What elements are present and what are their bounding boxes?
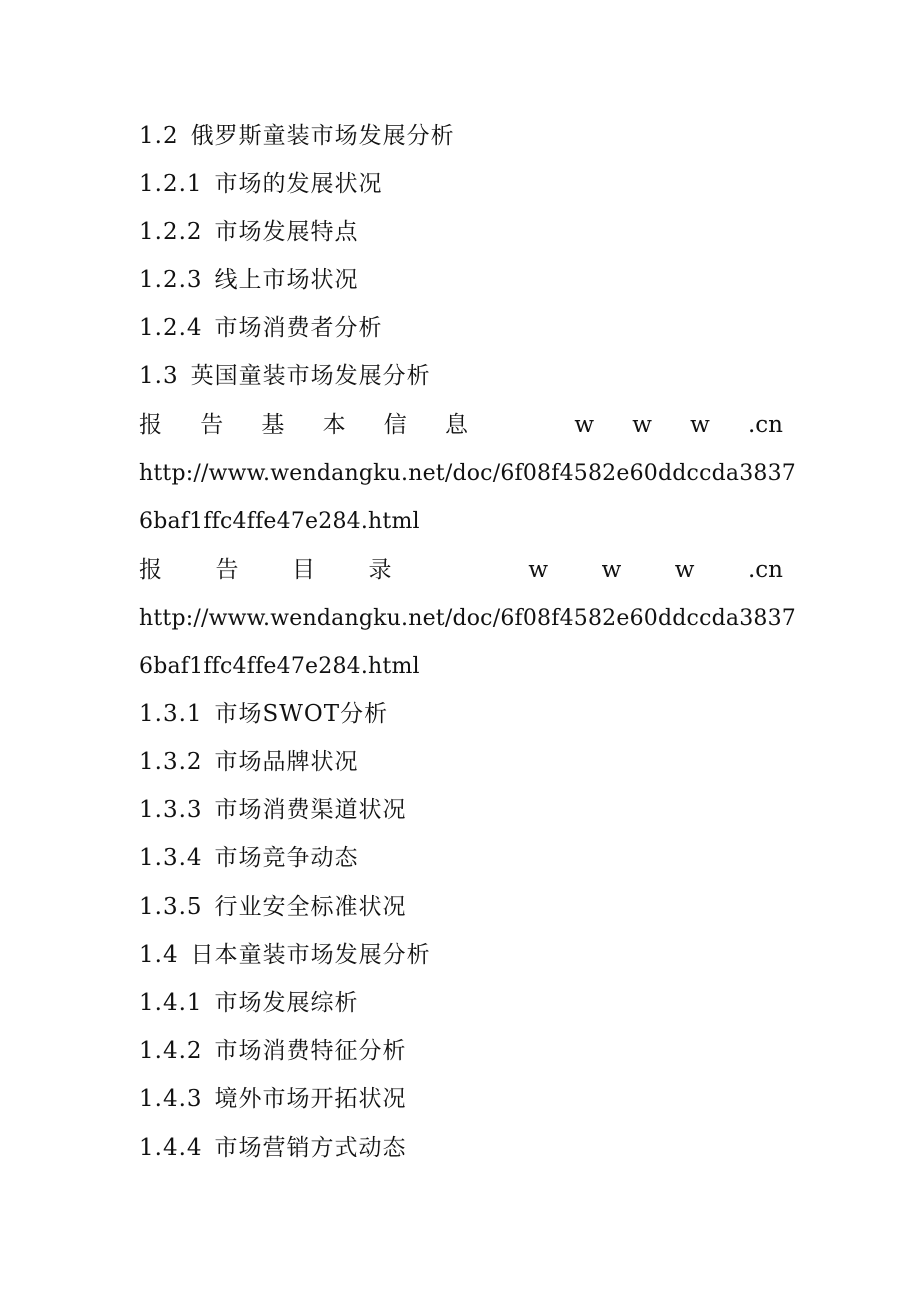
www-char: w xyxy=(674,557,695,583)
toc-item-title: 市场消费者分析 xyxy=(214,315,383,341)
report-info-char: 基 xyxy=(261,412,285,438)
toc-item-number: 1.4.4 xyxy=(139,1135,203,1161)
toc-item xyxy=(139,1036,407,1066)
toc-item xyxy=(139,313,383,343)
www-char: w xyxy=(690,412,710,438)
toc-item-title: 境外市场开拓状况 xyxy=(214,1086,407,1112)
report-info-url-line-2[interactable]: 6baf1ffc4ffe47e284.html xyxy=(139,509,420,534)
toc-item-number: 1.2.3 xyxy=(139,267,203,293)
spacer xyxy=(506,410,536,440)
report-toc-char: 告 xyxy=(215,557,239,583)
toc-item-number: 1.4.3 xyxy=(139,1086,203,1112)
toc-item-number: 1.3.1 xyxy=(139,701,203,727)
toc-item-title: 市场消费特征分析 xyxy=(214,1038,407,1064)
toc-item-number: 1.3.4 xyxy=(139,845,203,871)
report-info-char: 信 xyxy=(383,412,407,438)
toc-item xyxy=(139,747,359,777)
toc-item-title: 市场发展综析 xyxy=(214,990,359,1016)
domain-suffix: .cn xyxy=(747,412,783,438)
toc-item-number: 1.3.5 xyxy=(139,894,203,920)
toc-item-title: 市场发展特点 xyxy=(214,219,359,245)
www-char: w xyxy=(528,557,549,583)
report-toc-char: 录 xyxy=(368,557,392,583)
toc-item xyxy=(139,361,431,391)
www-char: w xyxy=(632,412,652,438)
toc-item-number: 1.2 xyxy=(139,123,179,149)
domain-suffix: .cn xyxy=(747,557,783,583)
toc-item xyxy=(139,988,359,1018)
toc-item xyxy=(139,169,383,199)
toc-item-title: 英国童装市场发展分析 xyxy=(190,363,431,389)
toc-item-number: 1.4.1 xyxy=(139,990,203,1016)
www-char: w xyxy=(574,412,594,438)
toc-item-title: 市场消费渠道状况 xyxy=(214,797,407,823)
toc-item xyxy=(139,892,407,922)
toc-item xyxy=(139,1133,407,1163)
toc-item-number: 1.3.2 xyxy=(139,749,203,775)
toc-item-number: 1.3 xyxy=(139,363,179,389)
toc-item-title: 俄罗斯童装市场发展分析 xyxy=(190,123,455,149)
toc-item-title: 市场营销方式动态 xyxy=(214,1135,407,1161)
report-toc-char: 目 xyxy=(291,557,315,583)
report-toc-char: 报 xyxy=(139,557,162,583)
toc-item-title: 市场竞争动态 xyxy=(214,845,359,871)
report-info-char: 息 xyxy=(444,412,468,438)
toc-item-number: 1.2.4 xyxy=(139,315,203,341)
toc-item-title: 市场品牌状况 xyxy=(214,749,359,775)
report-info-line xyxy=(139,410,783,440)
toc-item xyxy=(139,699,388,729)
report-toc-line xyxy=(139,555,783,585)
toc-item-title: 行业安全标准状况 xyxy=(214,894,407,920)
report-info-char: 本 xyxy=(322,412,346,438)
toc-item xyxy=(139,121,455,151)
spacer xyxy=(445,555,475,585)
report-info-char: 告 xyxy=(200,412,224,438)
toc-item xyxy=(139,217,359,247)
toc-item-title: 日本童装市场发展分析 xyxy=(190,942,431,968)
toc-item xyxy=(139,265,359,295)
report-info-url-line-1[interactable]: http://www.wendangku.net/doc/6f08f4582e60ddccda3837 xyxy=(139,461,796,486)
toc-item-number: 1.2.2 xyxy=(139,219,203,245)
toc-item xyxy=(139,843,359,873)
report-info-char: 报 xyxy=(139,412,162,438)
www-char: w xyxy=(601,557,622,583)
report-toc-url-line-1[interactable]: http://www.wendangku.net/doc/6f08f4582e60ddccda3837 xyxy=(139,606,796,631)
toc-item-number: 1.4 xyxy=(139,942,179,968)
toc-item-title: 市场SWOT分析 xyxy=(214,701,389,727)
toc-item xyxy=(139,795,407,825)
toc-item-number: 1.3.3 xyxy=(139,797,203,823)
toc-item-number: 1.2.1 xyxy=(139,171,203,197)
toc-item-number: 1.4.2 xyxy=(139,1038,203,1064)
report-toc-url-line-2[interactable]: 6baf1ffc4ffe47e284.html xyxy=(139,654,420,679)
toc-item-title: 线上市场状况 xyxy=(214,267,359,293)
toc-item-title: 市场的发展状况 xyxy=(214,171,383,197)
toc-item xyxy=(139,940,431,970)
toc-item xyxy=(139,1084,407,1114)
